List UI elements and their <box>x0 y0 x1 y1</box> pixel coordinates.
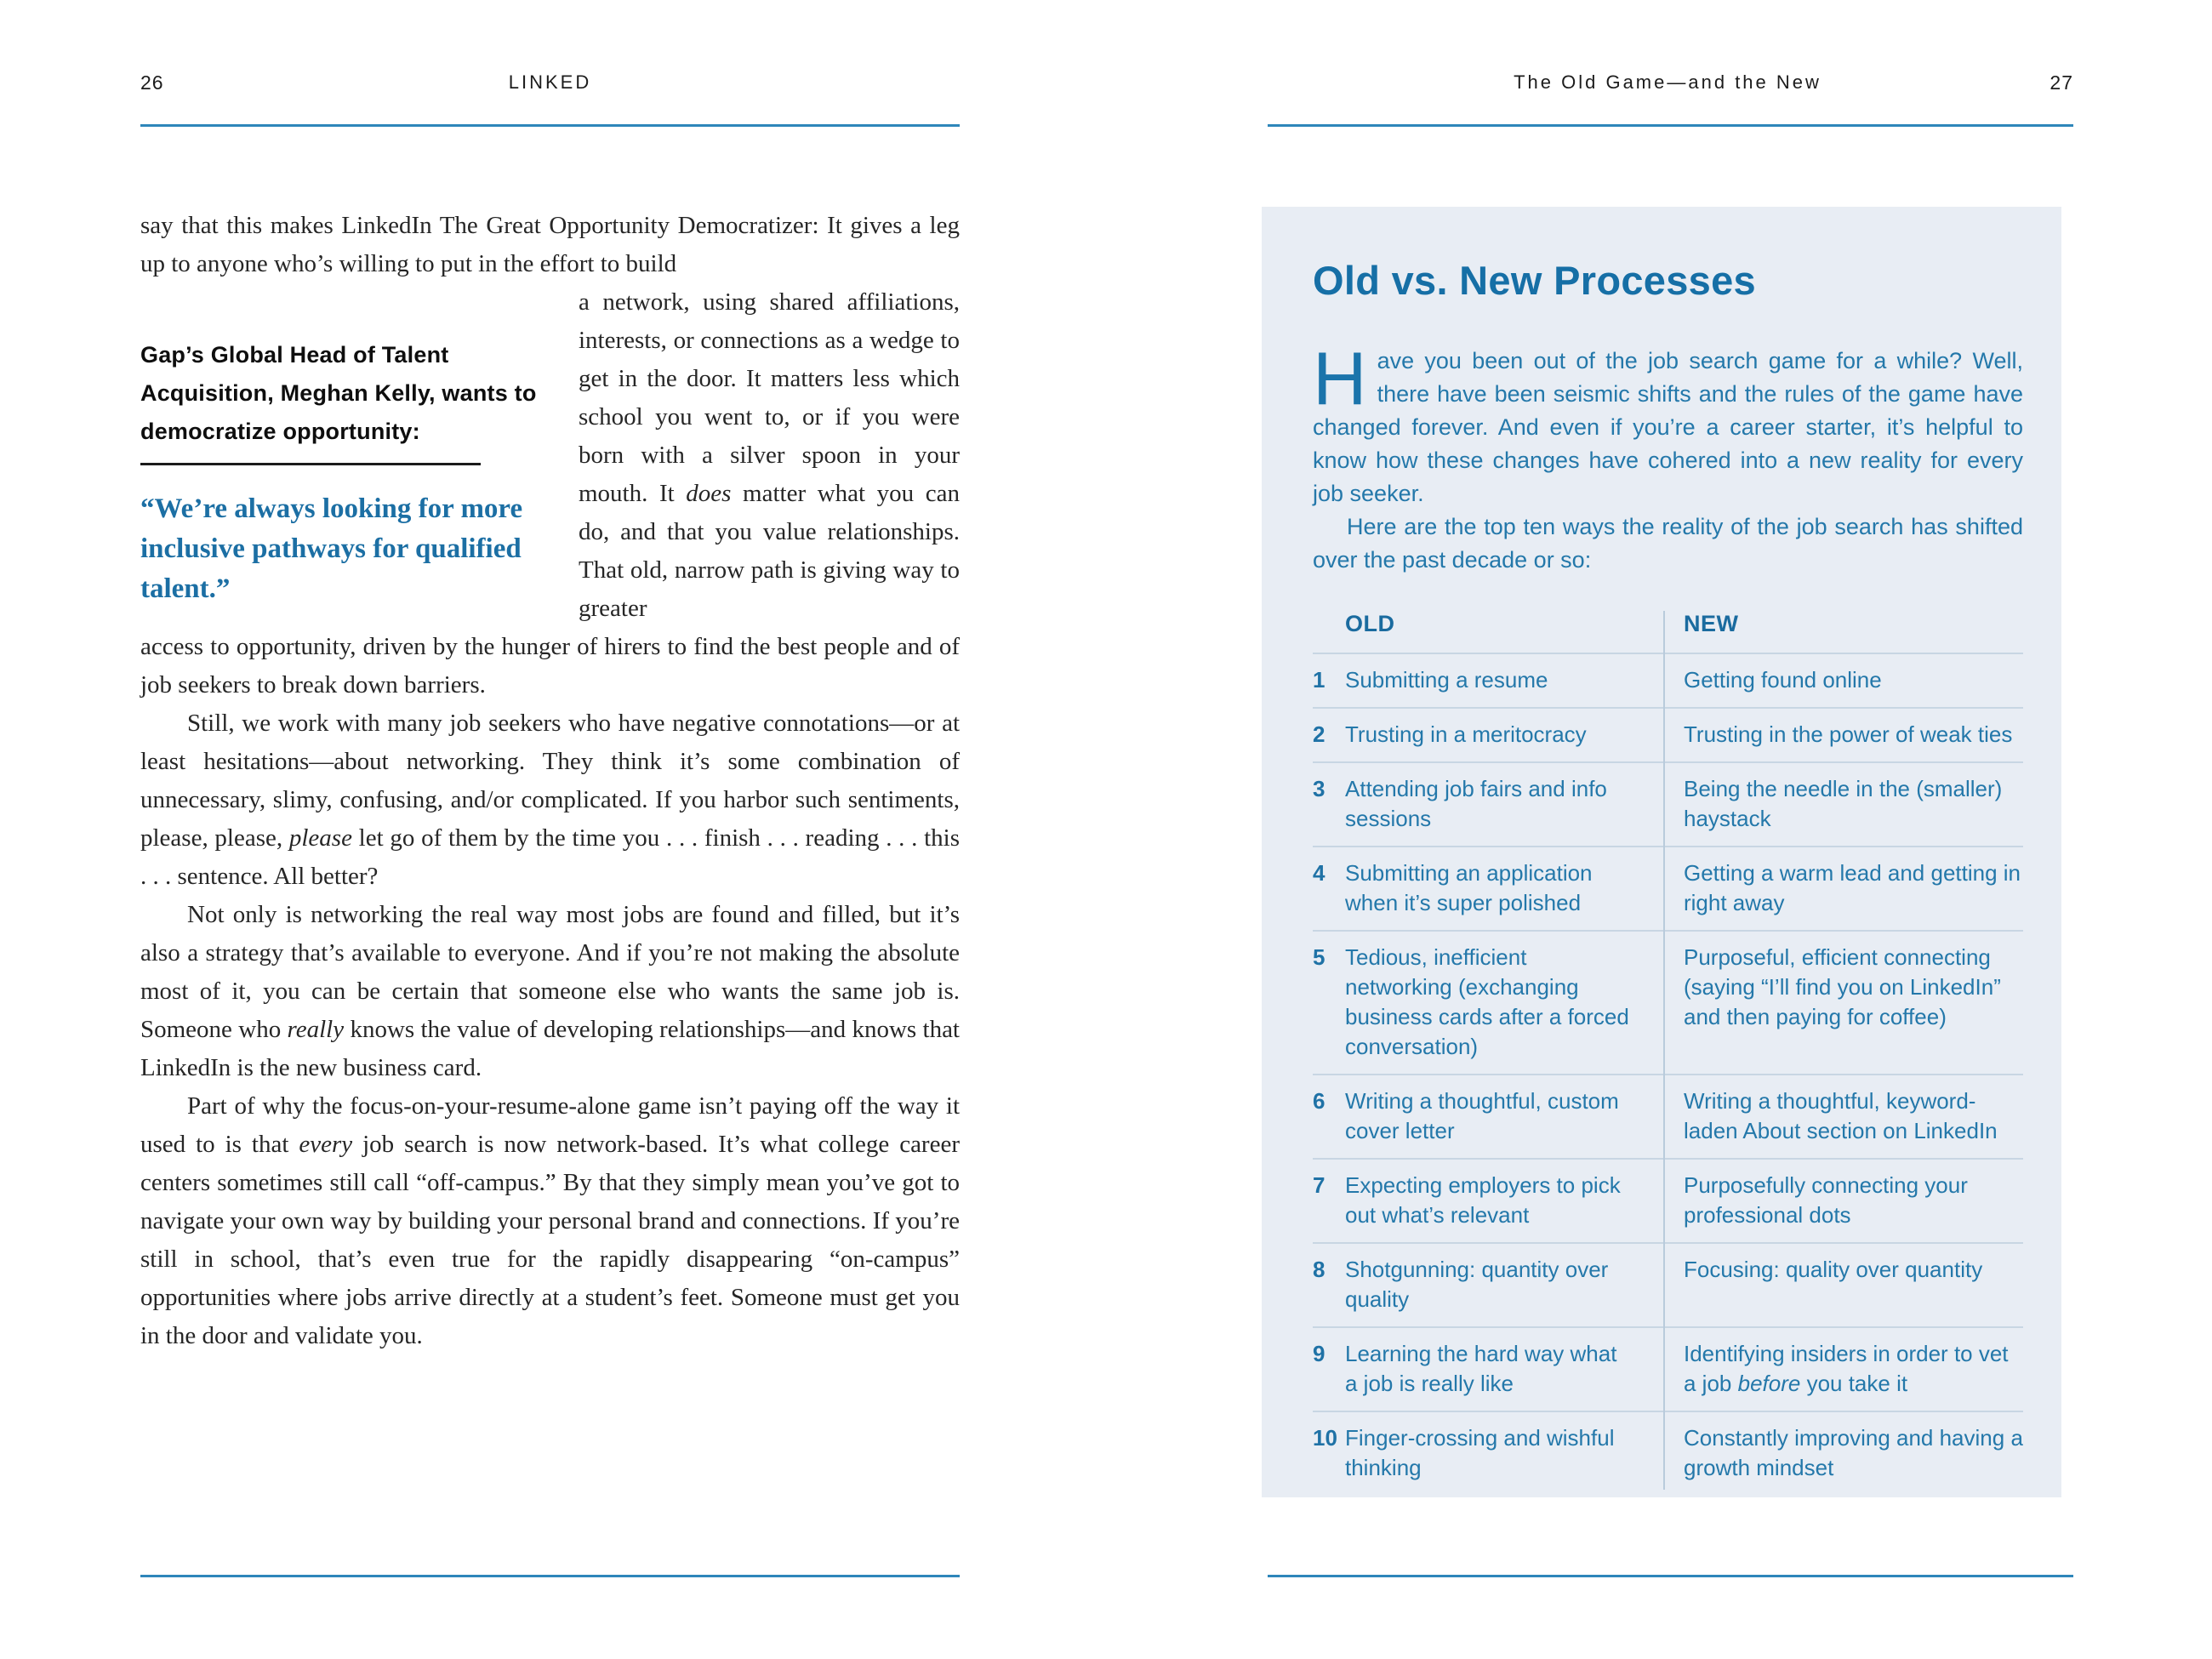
left-running-head <box>140 71 960 100</box>
sidebar-underline <box>140 463 481 465</box>
table-row <box>1313 761 2023 846</box>
old-cell: Finger-crossing and wishful thinking <box>1345 1425 1615 1480</box>
sidebar-callout <box>140 283 579 609</box>
new-cell: Purposefully connecting your professional dots <box>1684 1172 1968 1228</box>
new-cell: Getting a warm lead and getting in right away <box>1684 860 2021 915</box>
panel-heading: Old vs. New Processes <box>1313 258 1756 303</box>
row-number: 4 <box>1313 860 1325 886</box>
table-row <box>1313 1158 2023 1242</box>
right-page-number: 27 <box>2050 71 2073 94</box>
wrap-row <box>140 283 960 628</box>
old-cell: Shotgunning: quantity over quality <box>1345 1257 1609 1312</box>
old-cell: Tedious, inefficient networking (exchanging business cards after a forced conversation) <box>1345 944 1629 1059</box>
sidebar-attribution: Gap’s Global Head of Talent Acquisition, Meghan Kelly, wants to democratize opportunity: <box>140 342 537 444</box>
new-cell: Writing a thoughtful, keyword-laden About section on LinkedIn <box>1684 1088 1998 1143</box>
new-cell: Purposeful, efficient connecting (saying “I’ll find you on LinkedIn” and then paying for coffee) <box>1684 944 2001 1029</box>
paragraph-not-only: Not only is networking the real way most jobs are found and filled, but it’s also a strategy that’s available to everyone. And if you’re not making the absolute most of it, you can be certain that someone else who wants the same job is. Someone who really knows the value of developing relationships—and knows that LinkedIn is the new business card. <box>140 901 960 1081</box>
row-number: 8 <box>1313 1257 1325 1282</box>
right-header-rule <box>1268 124 2073 127</box>
table-row <box>1313 1074 2023 1158</box>
paragraph-wrapped: a network, using shared affiliations, interests, or connections as a wedge to get in the door. It matters less which school you went to, or if you were born with a silver spoon in your mouth. It does matter what you can do, and that you value relationships. That old, narrow path is giving way to greater <box>579 288 960 622</box>
old-cell: Trusting in a meritocracy <box>1345 721 1587 747</box>
panel-intro-text: ave you been out of the job search game for a while? Well, there have been seismic shifts and the rules of the game have changed forever. And even if you’re a career starter, it’s helpful to know how these changes have cohered into a new reality for every job seeker. <box>1313 348 2023 506</box>
row-number: 6 <box>1313 1088 1325 1114</box>
old-cell: Submitting an application when it’s super polished <box>1345 860 1593 915</box>
old-cell: Expecting employers to pick out what’s relevant <box>1345 1172 1621 1228</box>
new-cell: Trusting in the power of weak ties <box>1684 721 2013 747</box>
left-body-copy <box>140 207 960 1355</box>
new-cell: Constantly improving and having a growth mindset <box>1684 1425 2023 1480</box>
new-cell: Focusing: quality over quantity <box>1684 1257 1983 1282</box>
right-footer-rule <box>1268 1575 2073 1577</box>
right-running-head-title: The Old Game—and the New <box>1514 71 1821 93</box>
row-number: 5 <box>1313 944 1325 970</box>
left-page-number: 26 <box>140 71 164 94</box>
new-cell: Being the needle in the (smaller) haystack <box>1684 776 2003 831</box>
drop-cap: H <box>1313 336 1367 420</box>
right-running-head <box>1262 71 2073 100</box>
new-cell: Identifying insiders in order to vet a job before you take it <box>1684 1341 2009 1396</box>
left-footer-rule <box>140 1575 960 1577</box>
old-cell: Submitting a resume <box>1345 667 1548 693</box>
row-number: 1 <box>1313 667 1325 693</box>
page-left <box>140 0 960 1659</box>
pull-quote: “We’re always looking for more inclusive pathways for qualified talent.” <box>140 493 523 604</box>
panel-intro-paragraph <box>1313 336 2023 510</box>
old-column-header: OLD <box>1345 611 1395 636</box>
row-number: 2 <box>1313 721 1325 747</box>
old-vs-new-panel <box>1262 207 2061 1497</box>
table-row <box>1313 1242 2023 1326</box>
table-row <box>1313 1411 2023 1495</box>
table-row <box>1313 1326 2023 1411</box>
row-number: 3 <box>1313 776 1325 801</box>
table-row <box>1313 930 2023 1074</box>
old-cell: Learning the hard way what a job is really like <box>1345 1341 1617 1396</box>
old-cell: Attending job fairs and info sessions <box>1345 776 1607 831</box>
row-number: 9 <box>1313 1341 1325 1366</box>
new-column-header: NEW <box>1684 611 1739 636</box>
wrapped-text-column <box>579 283 960 628</box>
table-row <box>1313 707 2023 761</box>
table-row <box>1313 846 2023 930</box>
table-header-row <box>1313 606 2023 653</box>
paragraph-part-of-why: Part of why the focus-on-your-resume-alone game isn’t paying off the way it used to is that every job search is now network-based. It’s what college career centers sometimes still call “off-campus.” By that they simply mean you’ve got to navigate your own way by building your personal brand and connections. If you’re still in school, that’s even true for the rapidly disappearing “on-campus” opportunities where jobs arrive directly at a student’s feet. Someone must get you in the door and validate you. <box>140 1092 960 1349</box>
paragraph-opening: say that this makes LinkedIn The Great Opportunity Democratizer: It gives a leg up to anyone who’s willing to put in the effort to build <box>140 212 960 277</box>
table-row <box>1313 653 2023 707</box>
new-cell: Getting found online <box>1684 667 1882 693</box>
column-divider <box>1663 611 1665 1490</box>
row-number: 7 <box>1313 1172 1325 1198</box>
page-right <box>1262 0 2073 1659</box>
left-running-head-title: LINKED <box>508 71 592 93</box>
paragraph-continuation: access to opportunity, driven by the hunger of hirers to find the best people and of job seekers to break down barriers. <box>140 633 960 698</box>
left-header-rule <box>140 124 960 127</box>
old-cell: Writing a thoughtful, custom cover letter <box>1345 1088 1619 1143</box>
paragraph-still: Still, we work with many job seekers who have negative connotations—or at least hesitations—about networking. They think it’s some combination of unnecessary, slimy, confusing, and/or complicated. If you harbor such sentiments, please, please, please let go of them by the time you . . . finish . . . reading . . . this . . . sentence. All better? <box>140 710 961 890</box>
row-number: 10 <box>1313 1425 1337 1451</box>
old-new-table <box>1313 606 2023 1495</box>
panel-intro-paragraph-2: Here are the top ten ways the reality of the job search has shifted over the past decade or so: <box>1313 514 2023 573</box>
